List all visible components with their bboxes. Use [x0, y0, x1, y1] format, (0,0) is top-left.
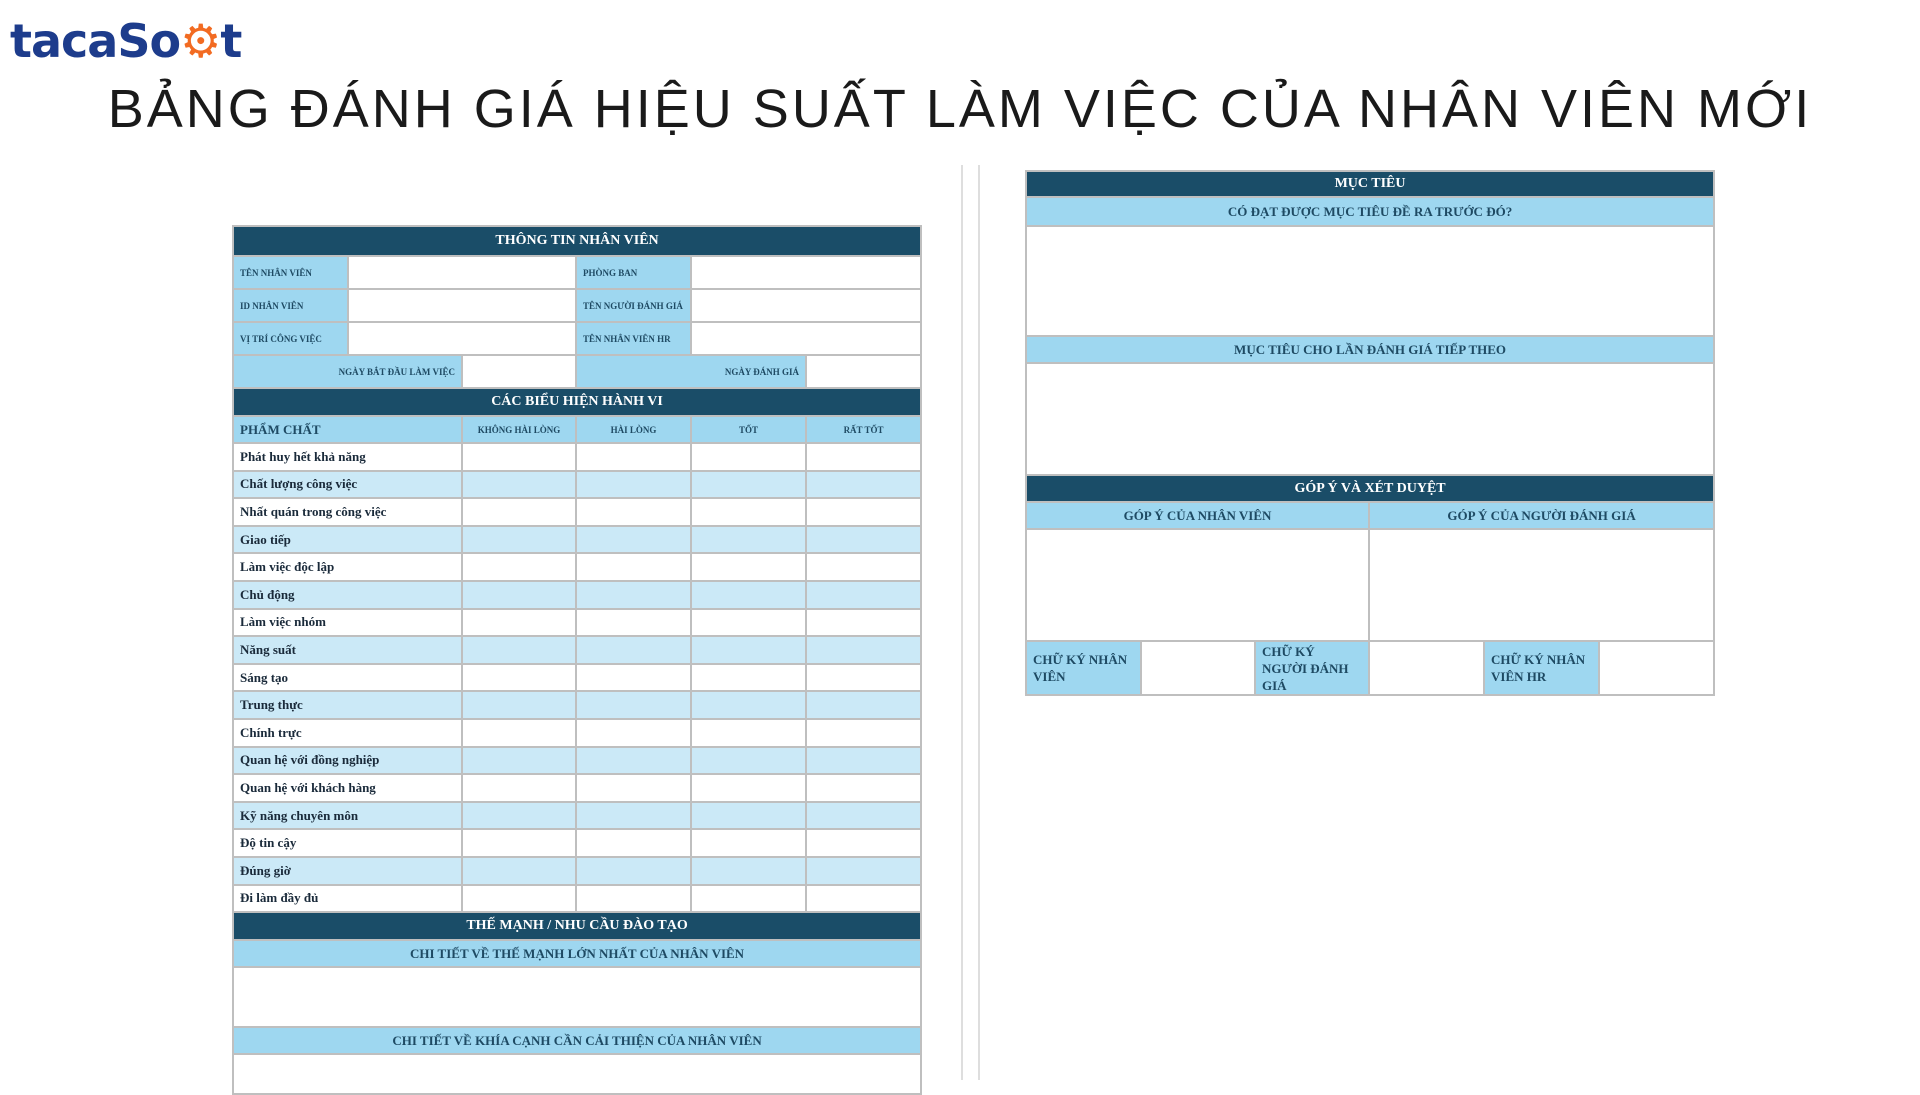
rating-cell[interactable] — [691, 526, 806, 554]
employee-name-field[interactable] — [348, 256, 576, 289]
employee-id-label: ID NHÂN VIÊN — [233, 289, 348, 322]
rating-cell[interactable] — [806, 774, 921, 802]
quality-label: Quan hệ với khách hàng — [233, 774, 462, 802]
rating-cell[interactable] — [576, 719, 691, 747]
rating-cell[interactable] — [462, 581, 576, 609]
rating-cell[interactable] — [806, 581, 921, 609]
rating-cell[interactable] — [462, 526, 576, 554]
rating-cell[interactable] — [806, 609, 921, 637]
quality-row — [233, 471, 921, 499]
reviewer-name-field[interactable] — [691, 289, 921, 322]
info-header: THÔNG TIN NHÂN VIÊN — [233, 226, 921, 256]
improve-detail-field[interactable] — [233, 1054, 921, 1094]
quality-label: Làm việc nhóm — [233, 609, 462, 637]
rating-cell[interactable] — [806, 747, 921, 775]
rating-cell[interactable] — [576, 802, 691, 830]
hr-signature-label: CHỮ KÝ NHÂN VIÊN HR — [1484, 641, 1599, 695]
quality-label: Đúng giờ — [233, 857, 462, 885]
employee-feedback-label: GÓP Ý CỦA NHÂN VIÊN — [1026, 502, 1369, 529]
quality-label: Chính trực — [233, 719, 462, 747]
review-date-label: NGÀY ĐÁNH GIÁ — [576, 355, 806, 388]
rating-cell[interactable] — [806, 498, 921, 526]
rating-cell[interactable] — [576, 691, 691, 719]
rating-cell[interactable] — [806, 857, 921, 885]
goal-header: MỤC TIÊU — [1026, 171, 1714, 197]
rating-cell[interactable] — [462, 609, 576, 637]
tacasoft-logo: tacaSo⚙t — [10, 14, 242, 68]
rating-cell[interactable] — [806, 664, 921, 692]
rating-cell[interactable] — [462, 857, 576, 885]
employee-signature-field[interactable] — [1141, 641, 1255, 695]
quality-row — [233, 857, 921, 885]
hr-name-label: TÊN NHÂN VIÊN HR — [576, 322, 691, 355]
rating-cell[interactable] — [691, 471, 806, 499]
rating-cell[interactable] — [576, 581, 691, 609]
rating-cell[interactable] — [576, 857, 691, 885]
rating-cell[interactable] — [576, 471, 691, 499]
behavior-header: CÁC BIỂU HIỆN HÀNH VI — [233, 388, 921, 416]
quality-label: Kỹ năng chuyên môn — [233, 802, 462, 830]
reviewer-feedback-label: GÓP Ý CỦA NGƯỜI ĐÁNH GIÁ — [1369, 502, 1714, 529]
goal-question-label: CÓ ĐẠT ĐƯỢC MỤC TIÊU ĐỀ RA TRƯỚC ĐÓ? — [1026, 197, 1714, 226]
rating-cell[interactable] — [462, 553, 576, 581]
quality-label: Độ tin cậy — [233, 829, 462, 857]
strength-detail-field[interactable] — [233, 967, 921, 1027]
rating-cell[interactable] — [691, 774, 806, 802]
quality-label: Quan hệ với đồng nghiệp — [233, 747, 462, 775]
hr-name-field[interactable] — [691, 322, 921, 355]
rating-cell[interactable] — [576, 885, 691, 913]
reviewer-name-label: TÊN NGƯỜI ĐÁNH GIÁ — [576, 289, 691, 322]
rating-cell[interactable] — [691, 885, 806, 913]
quality-label: Sáng tạo — [233, 664, 462, 692]
rating-cell[interactable] — [691, 664, 806, 692]
rating-cell[interactable] — [576, 774, 691, 802]
quality-row — [233, 636, 921, 664]
rating-cell[interactable] — [462, 498, 576, 526]
rating-cell[interactable] — [462, 664, 576, 692]
rating-cell[interactable] — [576, 443, 691, 471]
goal-answer-field[interactable] — [1026, 226, 1714, 336]
gear-f-icon: ⚙ — [180, 14, 221, 68]
rating-cell[interactable] — [462, 829, 576, 857]
review-date-field[interactable] — [806, 355, 921, 388]
rating-cell[interactable] — [806, 885, 921, 913]
rating-cell[interactable] — [806, 691, 921, 719]
page-divider-1 — [961, 165, 963, 1080]
rating-cell[interactable] — [806, 553, 921, 581]
rating-cell[interactable] — [806, 636, 921, 664]
column-very-good: RẤT TỐT — [806, 416, 921, 443]
job-position-label: VỊ TRÍ CÔNG VIỆC — [233, 322, 348, 355]
rating-cell[interactable] — [576, 829, 691, 857]
job-position-field[interactable] — [348, 322, 576, 355]
rating-cell[interactable] — [806, 802, 921, 830]
rating-cell[interactable] — [462, 885, 576, 913]
quality-label: Trung thực — [233, 691, 462, 719]
quality-row — [233, 609, 921, 637]
quality-label: Làm việc độc lập — [233, 553, 462, 581]
quality-label: Chất lượng công việc — [233, 471, 462, 499]
rating-cell[interactable] — [691, 609, 806, 637]
rating-cell[interactable] — [691, 857, 806, 885]
rating-cell[interactable] — [462, 636, 576, 664]
rating-cell[interactable] — [806, 719, 921, 747]
rating-cell[interactable] — [691, 498, 806, 526]
rating-cell[interactable] — [576, 609, 691, 637]
column-quality: PHẨM CHẤT — [233, 416, 462, 443]
quality-row — [233, 691, 921, 719]
strength-header: THẾ MẠNH / NHU CẦU ĐÀO TẠO — [233, 912, 921, 940]
rating-cell[interactable] — [691, 553, 806, 581]
hr-signature-field[interactable] — [1599, 641, 1714, 695]
quality-label: Nhất quán trong công việc — [233, 498, 462, 526]
quality-label: Đi làm đầy đủ — [233, 885, 462, 913]
rating-cell[interactable] — [691, 747, 806, 775]
rating-cell[interactable] — [462, 443, 576, 471]
quality-label: Chủ động — [233, 581, 462, 609]
quality-row — [233, 719, 921, 747]
department-label: PHÒNG BAN — [576, 256, 691, 289]
rating-cell[interactable] — [806, 829, 921, 857]
rating-cell[interactable] — [576, 747, 691, 775]
rating-cell[interactable] — [576, 526, 691, 554]
rating-cell[interactable] — [462, 719, 576, 747]
quality-row — [233, 498, 921, 526]
rating-cell[interactable] — [691, 581, 806, 609]
quality-row — [233, 443, 921, 471]
rating-cell[interactable] — [806, 526, 921, 554]
page-title: BẢNG ĐÁNH GIÁ HIỆU SUẤT LÀM VIỆC CỦA NHÂN VIÊN MỚI — [107, 79, 1813, 139]
goals-feedback-form — [1025, 170, 1715, 696]
rating-cell[interactable] — [462, 802, 576, 830]
employee-name-label: TÊN NHÂN VIÊN — [233, 256, 348, 289]
quality-row — [233, 774, 921, 802]
feedback-header: GÓP Ý VÀ XÉT DUYỆT — [1026, 475, 1714, 502]
employee-signature-label: CHỮ KÝ NHÂN VIÊN — [1026, 641, 1141, 695]
page-divider-2 — [978, 165, 980, 1080]
quality-label: Năng suất — [233, 636, 462, 664]
rating-cell[interactable] — [691, 802, 806, 830]
reviewer-signature-field[interactable] — [1369, 641, 1484, 695]
quality-row — [233, 829, 921, 857]
rating-cell[interactable] — [691, 829, 806, 857]
rating-cell[interactable] — [576, 498, 691, 526]
quality-row — [233, 553, 921, 581]
rating-cell[interactable] — [691, 636, 806, 664]
rating-cell[interactable] — [576, 553, 691, 581]
rating-cell[interactable] — [462, 691, 576, 719]
column-unsatisfied: KHÔNG HÀI LÒNG — [462, 416, 576, 443]
rating-cell[interactable] — [691, 691, 806, 719]
rating-cell[interactable] — [576, 636, 691, 664]
improve-detail-label: CHI TIẾT VỀ KHÍA CẠNH CẦN CẢI THIỆN CỦA NHÂN VIÊN — [233, 1027, 921, 1054]
department-field[interactable] — [691, 256, 921, 289]
start-date-label: NGÀY BẮT ĐẦU LÀM VIỆC — [233, 355, 462, 388]
employee-evaluation-form — [232, 225, 922, 1095]
rating-cell[interactable] — [462, 471, 576, 499]
quality-row — [233, 526, 921, 554]
reviewer-feedback-field[interactable] — [1369, 529, 1714, 641]
next-goal-field[interactable] — [1026, 363, 1714, 475]
next-goal-label: MỤC TIÊU CHO LẦN ĐÁNH GIÁ TIẾP THEO — [1026, 336, 1714, 363]
rating-cell[interactable] — [576, 664, 691, 692]
employee-id-field[interactable] — [348, 289, 576, 322]
rating-cell[interactable] — [806, 443, 921, 471]
quality-row — [233, 747, 921, 775]
strength-detail-label: CHI TIẾT VỀ THẾ MẠNH LỚN NHẤT CỦA NHÂN VIÊN — [233, 940, 921, 967]
employee-feedback-field[interactable] — [1026, 529, 1369, 641]
quality-row — [233, 885, 921, 913]
quality-label: Giao tiếp — [233, 526, 462, 554]
rating-cell[interactable] — [806, 471, 921, 499]
quality-row — [233, 581, 921, 609]
quality-row — [233, 664, 921, 692]
rating-cell[interactable] — [691, 719, 806, 747]
reviewer-signature-label: CHỮ KÝ NGƯỜI ĐÁNH GIÁ — [1255, 641, 1369, 695]
rating-cell[interactable] — [691, 443, 806, 471]
column-good: TỐT — [691, 416, 806, 443]
quality-label: Phát huy hết khả năng — [233, 443, 462, 471]
rating-cell[interactable] — [462, 774, 576, 802]
column-satisfied: HÀI LÒNG — [576, 416, 691, 443]
quality-row — [233, 802, 921, 830]
start-date-field[interactable] — [462, 355, 576, 388]
rating-cell[interactable] — [462, 747, 576, 775]
